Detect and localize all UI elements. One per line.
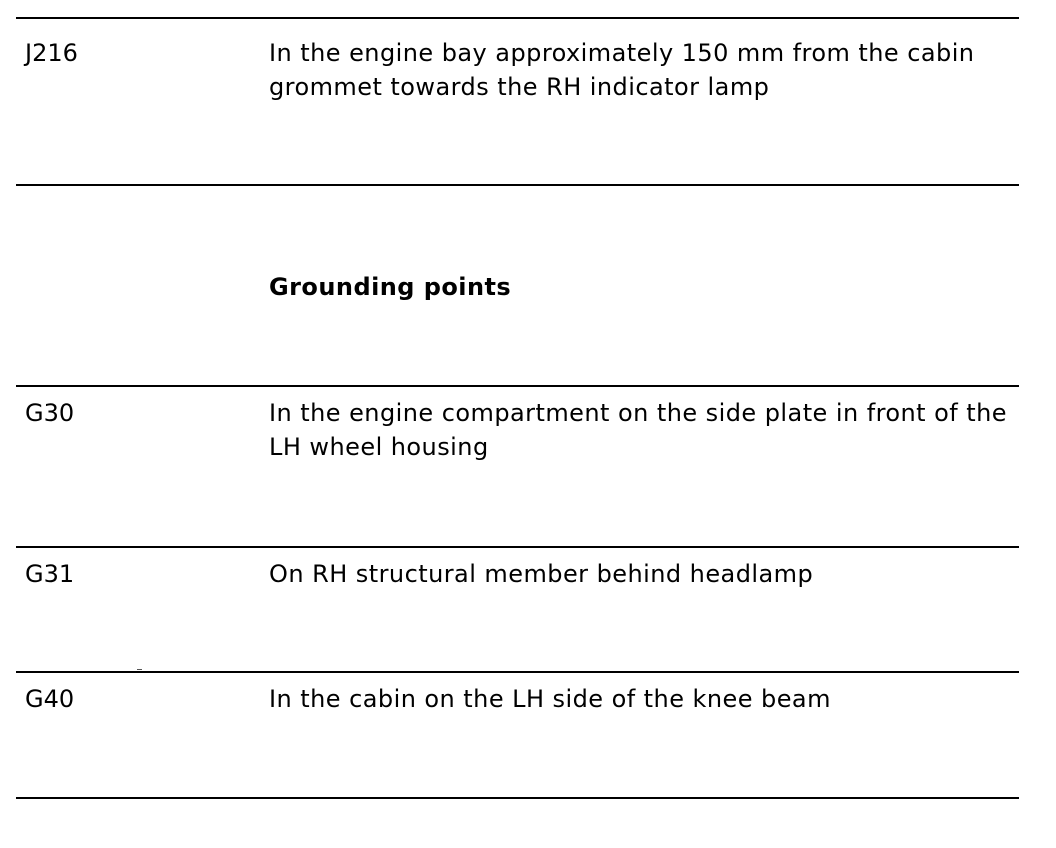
ground-location-g40: In the cabin on the LH side of the knee beam bbox=[269, 685, 831, 713]
row-divider bbox=[16, 184, 1019, 186]
ground-code-g40: G40 bbox=[25, 685, 75, 713]
section-heading-grounding-points: Grounding points bbox=[269, 273, 512, 301]
row-divider bbox=[16, 385, 1019, 387]
ground-code-g31: G31 bbox=[25, 560, 75, 588]
component-location-j216: In the engine bay approximately 150 mm from the cabin grommet towards the RH indicator lamp bbox=[269, 39, 975, 101]
stray-mark bbox=[137, 669, 142, 670]
ground-code-g30: G30 bbox=[25, 399, 75, 427]
table-bottom-rule bbox=[16, 797, 1019, 799]
table-top-rule bbox=[16, 17, 1019, 19]
row-divider bbox=[16, 671, 1019, 673]
ground-location-g30: In the engine compartment on the side plate in front of the LH wheel housing bbox=[269, 399, 1007, 461]
row-divider bbox=[16, 546, 1019, 548]
component-code-j216: J216 bbox=[25, 39, 78, 67]
ground-location-g31: On RH structural member behind headlamp bbox=[269, 560, 814, 588]
